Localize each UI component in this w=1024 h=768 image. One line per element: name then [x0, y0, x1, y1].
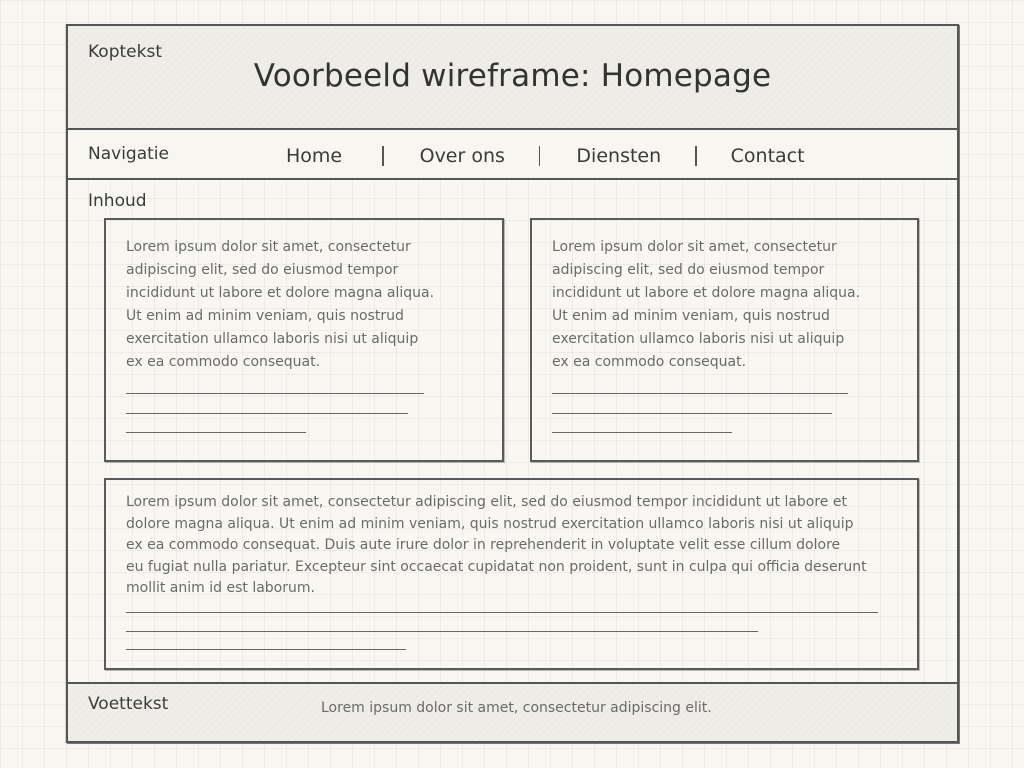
navigation-section [68, 130, 957, 180]
placeholder-line [126, 432, 306, 433]
footer-section [68, 682, 957, 741]
box-left-text: Lorem ipsum dolor sit amet, consectetur adipiscing elit, sed do eiusmod tempor incididunt ut labore et dolore magna aliqua. Ut enim ad minim veniam, quis nostrud exercitation ullamco laboris nisi ut aliquip ex ea commodo consequat. [126, 239, 435, 370]
footer-label: Voettekst [88, 694, 169, 714]
pipe-separator-icon [695, 146, 697, 166]
content-box-wide [104, 478, 919, 670]
placeholder-line [126, 393, 424, 394]
placeholder-line [552, 413, 832, 414]
box-right-text: Lorem ipsum dolor sit amet, consectetur adipiscing elit, sed do eiusmod tempor incididunt ut labore et dolore magna aliqua. Ut enim ad minim veniam, quis nostrud exercitation ullamco laboris nisi ut aliquip ex ea commodo consequat. [552, 239, 861, 370]
placeholder-line [552, 393, 848, 394]
content-label: Inhoud [88, 191, 147, 211]
placeholder-line [126, 612, 878, 613]
placeholder-line [126, 631, 758, 632]
content-box-right [530, 218, 919, 462]
nav-link-contact[interactable]: Contact [730, 145, 805, 167]
nav-link-diensten[interactable]: Diensten [576, 145, 662, 167]
nav-link-home[interactable]: Home [286, 145, 343, 167]
placeholder-line [126, 649, 406, 650]
placeholder-line [552, 432, 732, 433]
page-title: Voorbeeld wireframe: Homepage [253, 58, 772, 94]
box-wide-text: Lorem ipsum dolor sit amet, consectetur adipiscing elit, sed do eiusmod tempor incididunt ut labore et dolore magna aliqua. Ut enim ad minim veniam, quis nostrud exercitation ullamco laboris nisi ut aliquip ex ea commodo consequat. Duis aute irure dolor in reprehenderit in voluptate velit esse cillum dolore eu fugiat nulla pariatur. Excepteur sint occaecat cupidatat non proident, sunt in culpa qui officia deserunt mollit anim id est laborum. [126, 494, 867, 596]
content-box-left [104, 218, 504, 462]
footer-text: Lorem ipsum dolor sit amet, consectetur adipiscing elit. [321, 700, 712, 716]
wireframe-frame [66, 24, 959, 743]
nav-link-over-ons[interactable]: Over ons [419, 145, 505, 167]
placeholder-line [126, 413, 408, 414]
nav-links [286, 144, 805, 168]
content-section [68, 180, 957, 684]
header-section [68, 26, 957, 130]
pipe-separator-icon [382, 146, 384, 166]
header-label: Koptekst [88, 42, 162, 62]
navigation-label: Navigatie [88, 144, 169, 164]
pipe-separator-icon [539, 146, 541, 166]
